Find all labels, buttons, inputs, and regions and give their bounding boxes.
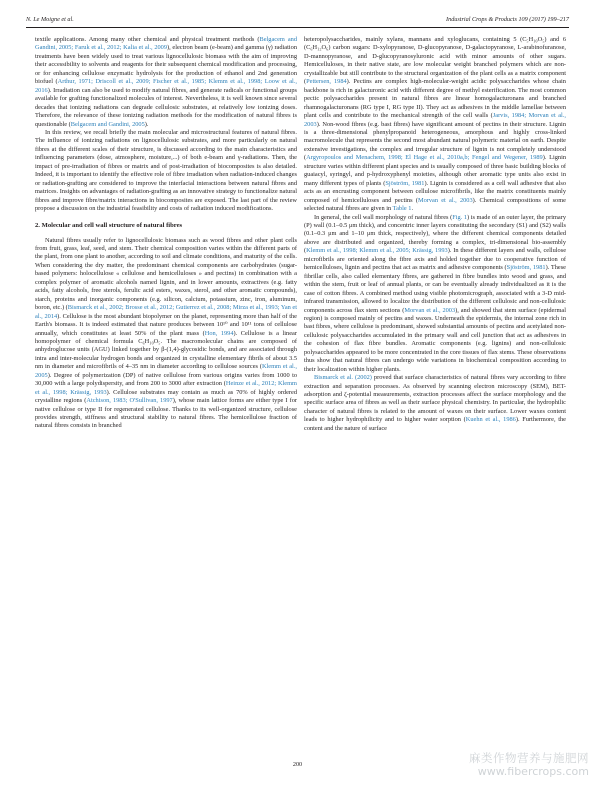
left-column: [35, 36, 297, 431]
citation-link[interactable]: Hon, 1994: [204, 329, 234, 337]
running-head-journal: Industrial Crops & Products 109 (2017) 199–217: [446, 16, 569, 23]
citation-link[interactable]: Sjöström, 1981: [385, 179, 425, 187]
header-rule: [26, 27, 569, 28]
citation-link[interactable]: Argyropoulos and Menachem, 1998; El Hage et al., 2010a,b; Fengel and Wegener, 1989: [306, 154, 543, 162]
paragraph: [304, 214, 566, 375]
right-column: [304, 36, 566, 433]
text-run: ). Furthermore, the content and the nature of surface: [304, 416, 567, 432]
text-run: ). Pectins are complex high-molecular-weight acidic polysaccharides whose chain backbone is rich in galacturonic acid with different degree of methyl esterification. The most common pectic polysaccharides present in natural fibres are linear homogalacturonans and branched rhamnogalacturonans (RG type I, RG type II). They act as adhesives in the middle lamellae between plant cells and contribute to the mechanical strength of the cell walls (: [304, 78, 566, 120]
paragraph: [35, 36, 297, 129]
text-run: .: [411, 205, 414, 213]
text-run: In general, the cell wall morphology of natural fibres (: [314, 213, 453, 221]
citation-link[interactable]: Morvan et al., 2003: [404, 306, 456, 314]
text-run: ). Chemical compositions of some selected natural fibres are given in: [304, 196, 566, 213]
text-run: ). Degree of polymerization (DP) of native cellulose from various origins varies from 1000 to 30,000 with a large polydispersity, and from 200 to 3000 after extraction (: [35, 371, 297, 388]
watermark-text: 麻类作物营养与施肥网: [469, 751, 589, 765]
citation-link[interactable]: Heinze et al., 2012; Klemm et al., 1998; Krässig, 1993: [35, 380, 297, 396]
watermark-url: www.fibercrops.com: [477, 765, 589, 778]
citation-link[interactable]: Klemm et al., 2005: [35, 363, 297, 379]
text-run: ). Cellulose is a linear homopolymer of chemical formula C₆H₁₀O₅. The macromolecular chains are composed of anhydroglucose units (AGU) linked together by β-(1,4)-glycosidic bonds, and are associated through intra and inter-molecular hydrogen bonds and organized in crystalline elementary fibrils of about 3.5 nm in diameter and microfibrils of 4–35 nm in diameter according to cellulose sources (: [35, 329, 297, 371]
text-run: ). Lignin is considered as a cell wall adhesive that also acts as an encrusting component between cellulose microfibrils, like the matrix constituents mainly composed of hemicelluloses and pectins (: [304, 179, 566, 204]
text-run: heteropolysaccharides, mainly xylans, mannans and xyloglucans, containing 5 (C₅H₁₀O₅) and 6 (C₆H₁₂O₆) carbon sugars: D-xylopyranose, D-glucopyranose, D-galactopyranose, L-arabinofuranose, D-mannopyranose, and D-glucopyranosyluronic acid with minor amounts of other sugars. Hemicelluloses, in their native state, are low molecular weight branched polymers which are non-crystallizable but still contribute to the structural organization of the plant cells as a matrix component (: [304, 36, 566, 86]
text-run: ), and showed that stem surface (epidermal region) is composed mainly of pectins and waxes. Underneath the epidermis, the internal zone rich in bast fibres, where cellulose is predominant, showed substantial amounts of pectins and acetylated non-cellulosic polysaccharides accumulated in the primary wall and cell junction that act as adhesives in the cohesion of flax fibre bundles. Aromatic components (e.g. lignins) and non-cellulosic polysaccharides appeared to be more concentrated in the core tissues of flax stems. These observations thus show that natural fibres can undergo wide variations in biochemical composition according to their localization within higher plants.: [304, 306, 566, 373]
citation-link[interactable]: Klemm et al., 1998; Klemm et al., 2005; Krässig, 1993: [306, 247, 448, 255]
citation-link[interactable]: Atchison, 1983; O'Sullivan, 1997: [86, 397, 173, 405]
citation-link[interactable]: Kuehn et al., 1986: [465, 416, 516, 424]
citation-link[interactable]: Sjöström, 1981: [506, 264, 546, 272]
citation-link[interactable]: Morvan et al., 2003: [417, 196, 473, 204]
citation-link[interactable]: Bismarck et al., 2002; Brosse et al., 2012; Gutierrez et al., 2008; Mirza et al., 1993; Yan et al., 2014: [35, 304, 298, 320]
citation-link[interactable]: Belgacem and Gandini, 2005; Faruk et al., 2012; Kalia et al., 2009: [35, 36, 297, 52]
paragraph: [35, 129, 297, 214]
text-run: ). Irradiation can also be used to modify natural fibres, and generate radicals or functional groups available for grafting functionalized molecules of interest. Nevertheless, it is well known since several decades that ionizing radiations can degrade cellulosic substrates, at relatively low ionizing doses. Therefore, the relevance of these ionizing radiation methods for the modification of natural fibres is questionable (: [35, 86, 297, 128]
running-head: [26, 16, 569, 23]
text-run: ).: [144, 120, 149, 128]
citation-link[interactable]: Arthur, 1971; Driscoll et al., 2009; Fischer et al., 1985; Klemm et al., 1998; Loow et al., 2016: [35, 78, 297, 94]
text-run: ). Lignin structure varies within different plant species and is usually composed of three basic building blocks of guaiacyl, syringyl, and p-hydroxyphenyl moieties, although other aromatic type units also exist in many different types of plants (: [304, 154, 566, 187]
running-head-authors: N. Le Moigne et al.: [26, 16, 74, 23]
text-run: ), whose main lattice forms are either type I for native cellulose or type II for regenerated cellulose. Thanks to its well-organized structure, cellulose provides strength, stiffness and structural stability to natural fibres. The hemicellulose fraction of natural fibres consists in branched: [35, 397, 297, 430]
text-run: proved that surface characteristics of natural fibres vary according to fibre extraction and separation processes. As observed by scanning electron microscopy (SEM), BET-adsorption and ζ-potential measurements, extraction processes affect the surface morphology and the specific surface area of fibres as well as their surface physical chemistry. In particular, the hydrophilic character of natural fibres is related to the amount of waxes on their surface. Lower waxes content leads to higher hydrophilicity and to higher water sorption (: [304, 374, 566, 424]
paragraph: [304, 374, 566, 433]
text-run: ). Non-wood fibres (e.g. bast fibres) have significant amount of pectins in their structure. Lignin is a three-dimensional phenylpropanoid heterogeneous, amorphous and highly cross-linked macromolecule that represents the second most abundant natural polymeric material on earth. Despite extensive investigations, the complex and irregular structure of lignin is not completely understood (: [304, 120, 566, 162]
text-run: ). Cellulose is the most abundant biopolymer on the planet, representing more than half of the Earth's biomass. It is indeed estimated that nature produces between 10¹⁰ and 10¹¹ tons of cellulose annually, which constitutes at least 50% of the plant mass (: [35, 312, 297, 337]
paragraph: [304, 36, 566, 214]
text-run: ), electron beam (e-beam) and gamma (γ) radiation treatments have been widely used to treat various lignocellulosic biomass with the aim of improving their accessibility to solvents and reagents for their subsequent chemical modification and processing, or for enhancing cellulose enzymatic hydrolysis for the production of ethanol and 2nd generation biofuel (: [35, 44, 297, 86]
section-heading: 2. Molecular and cell wall structure of natural fibres: [35, 221, 183, 229]
site-watermark: [469, 752, 589, 778]
text-run: Natural fibres usually refer to lignocellulosic biomass such as wood fibres and other plant cells from fruit, grass, leaf, seed, and stem. Their chemical composition varies within the different parts of the plant, from one plant to another, according to soil and climate conditions, and maturity of the cells. When considering the dry matter, the predominant chemical components are carbohydrates (sugar-based polymers: holocellulose « cellulose and hemicelluloses » and pectins) in combination with a complex polymer of aromatic alcohols named lignin, and in lower amounts, extractives (e.g. fatty acids, fatty alcohols, free sterols, ferulic acid esters, waxes, sterol, and other aromatic compounds), starch, proteins and inorganic components (e.g. silicon, calcium, potassium, zinc, iron, aluminum, boron, etc.) (: [35, 236, 297, 312]
citation-link[interactable]: Table 1: [392, 205, 412, 213]
text-run: ). Cellulose substrates may contain as much as 70% of highly ordered crystalline regions (: [35, 388, 297, 405]
citation-link[interactable]: Fig. 1: [452, 213, 468, 221]
text-run: ). These fibrillar cells, also called elementary fibres, are gathered in fibre bundles into wood and grass, and within the stem, fruit or leaf of annual plants, or can be eventually already individualized as it is the case of cotton fibres. A combined method using visible photomicrograph, associated with a 3-D mid-infrared transmission, allowed to localize the distribution of the different cellulosic and non-cellulosic components across flax stem sections (: [304, 264, 566, 314]
citation-link[interactable]: Pettersen, 1984: [306, 78, 347, 86]
text-run: ) is made of an outer layer, the primary (P) wall (0.1–0.5 μm thick), and concentric inner layers constituting the secondary (S1) and (S2) walls (0.1–0.3 μm and 1–10 μm thick, respectively), where the different chemical components detailed above are distributed and organized, thereby forming a complex, tri-dimensional bio-assembly (: [304, 213, 567, 255]
text-run: textile applications. Among many other chemical and physical treatment methods (: [35, 36, 260, 43]
citation-link[interactable]: Bismarck et al. (2002): [314, 374, 372, 382]
citation-link[interactable]: Jarvis, 1984; Morvan et al., 2003: [304, 112, 566, 128]
page-number: 200: [292, 761, 303, 768]
text-run: ). In these different layers and walls, cellulose microfibrils are oriented along the fibre axis and holded together due to cooperative function of hemicelluloses, lignin and pectins that act as matrix and adhesive components (: [304, 247, 567, 272]
text-run: In this review, we recall briefly the main molecular and microstructural features of natural fibres. The influence of ionizing radiations on lignocellulosic substrates, and more particularly on natural fibres at the different scales of their structure, is discussed according to the main characteristics and influencing parameters (dose, atmosphere, moisture,...) of both e-beam and γ-radiations. Then, the impact of pre-irradiation of fibres or matrix and of post-irradiation of biocomposites is also detailed. Indeed, it is important to identify the effective role of fibre irradiation when radiation-induced changes or radiation-grafting are considered to improve the interfacial interactions between natural fibres and matrices. Insights on advantages of radiation-grafting as an innovative strategy to functionalize natural fibres and improve fibre/matrix interactions in biocomposites are exposed. The last part of the review propose a discussion on the industrial feasibility and costs of radiation induced modifications.: [35, 128, 297, 213]
paragraph: [35, 237, 297, 431]
citation-link[interactable]: Belgacem and Gandini, 2005: [70, 120, 145, 128]
